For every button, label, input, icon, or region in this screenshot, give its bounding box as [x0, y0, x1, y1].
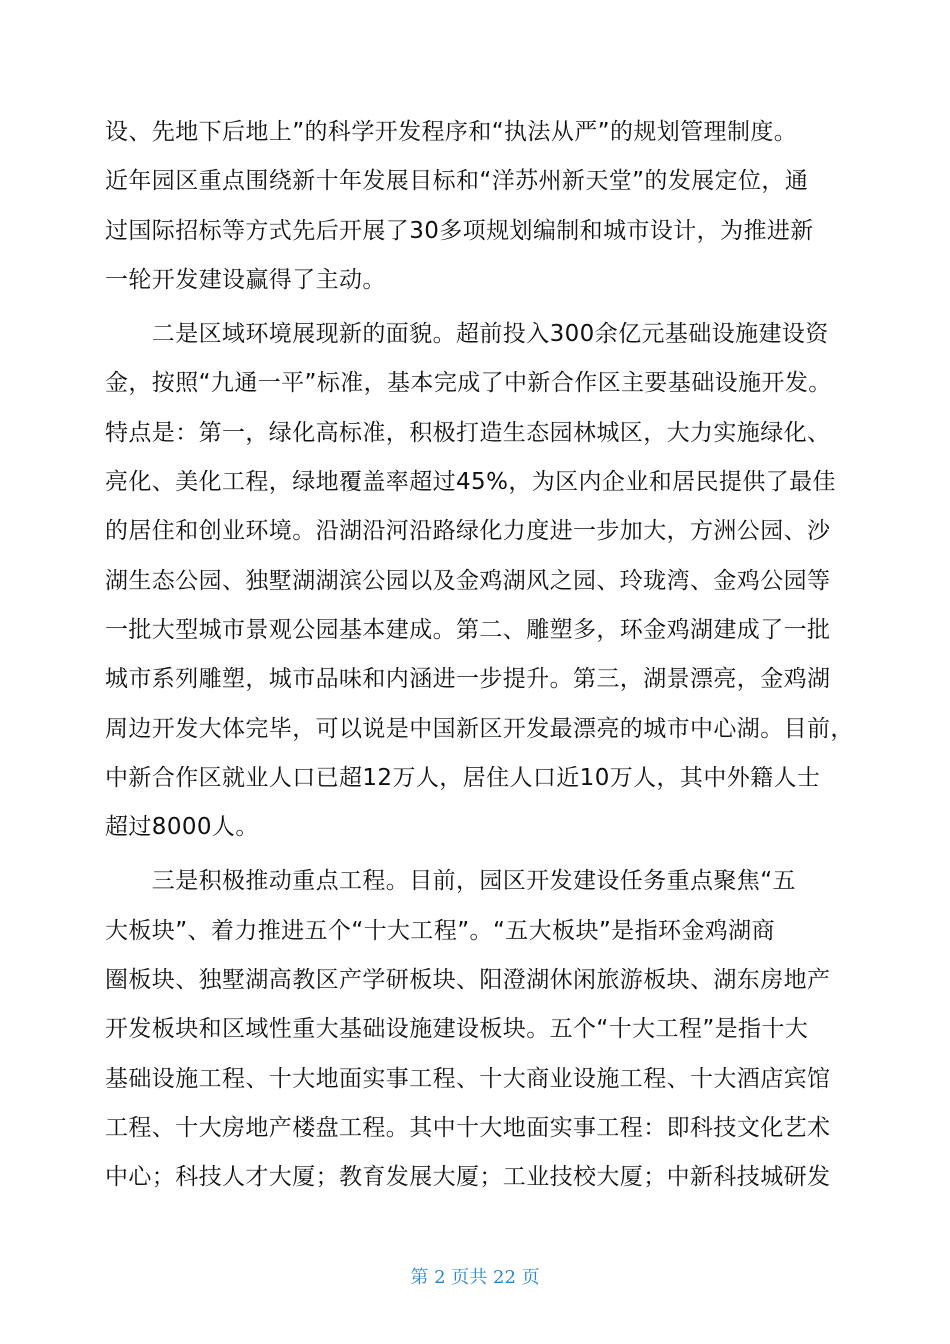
text-line: 大板块”、着力推进五个“十大工程”。“五大板块”是指环金鸡湖商: [105, 917, 775, 944]
text-line: 的居住和创业环境。沿湖沿河沿路绿化力度进一步加大，方洲公园、沙: [105, 518, 831, 545]
text-line: 超过8000人。: [105, 814, 259, 841]
text-line: 金，按照“九通一平”标准，基本完成了中新合作区主要基础设施开发。: [105, 370, 832, 397]
text-line: 三是积极推动重点工程。目前，园区开发建设任务重点聚焦“五: [105, 868, 796, 895]
text-line: 二是区域环境展现新的面貌。超前投入300余亿元基础设施建设资: [105, 321, 829, 348]
text-line: 过国际招标等方式先后开展了30多项规划编制和城市设计，为推进新: [105, 217, 814, 244]
text-line: 基础设施工程、十大地面实事工程、十大商业设施工程、十大酒店宾馆: [105, 1065, 831, 1092]
text-line: 工程、十大房地产楼盘工程。其中十大地面实事工程：即科技文化艺术: [105, 1114, 831, 1141]
text-line: 周边开发大体完毕，可以说是中国新区开发最漂亮的城市中心湖。目前，: [105, 715, 854, 742]
text-line: 圈板块、独墅湖高教区产学研板块、阳澄湖休闲旅游板块、湖东房地产: [105, 967, 831, 994]
text-line: 中心；科技人才大厦；教育发展大厦；工业技校大厦；中新科技城研发: [105, 1164, 831, 1191]
text-line: 城市系列雕塑，城市品味和内涵进一步提升。第三，湖景漂亮，金鸡湖: [105, 666, 831, 693]
text-line: 特点是：第一，绿化高标准，积极打造生态园林城区，大力实施绿化、: [105, 419, 831, 446]
text-line: 一批大型城市景观公园基本建成。第二、雕塑多，环金鸡湖建成了一批: [105, 616, 831, 643]
text-line: 湖生态公园、独墅湖湖滨公园以及金鸡湖风之园、玲珑湾、金鸡公园等: [105, 567, 831, 594]
text-line: 近年园区重点围绕新十年发展目标和“洋苏州新天堂”的发展定位，通: [105, 168, 809, 195]
text-line: 设、先地下后地上”的科学开发程序和“执法从严”的规划管理制度。: [105, 119, 798, 145]
text-line: 开发板块和区域性重大基础设施建设板块。五个“十大工程”是指十大: [105, 1016, 809, 1043]
text-line: 亮化、美化工程，绿地覆盖率超过45%，为区内企业和居民提供了最佳: [105, 469, 836, 496]
text-line: 一轮开发建设赢得了主动。: [105, 266, 386, 293]
text-line: 中新合作区就业人口已超12万人，居住人口近10万人，其中外籍人士: [105, 764, 821, 791]
document-body: [105, 108, 854, 1203]
page-number-footer: 第 2 页共 22 页: [410, 1267, 540, 1288]
